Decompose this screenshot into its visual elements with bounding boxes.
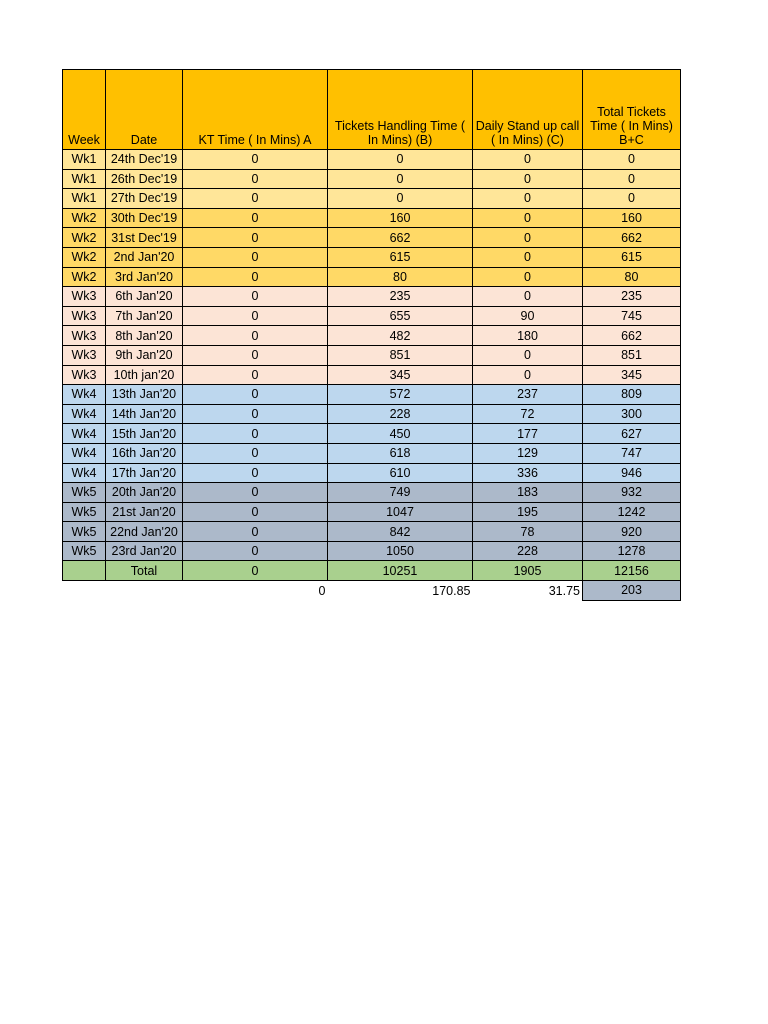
- total-cell[interactable]: 300: [583, 404, 681, 424]
- total-cell[interactable]: 946: [583, 463, 681, 483]
- total-cell[interactable]: 745: [583, 306, 681, 326]
- total-cell[interactable]: 809: [583, 385, 681, 405]
- standup-cell[interactable]: 78: [473, 522, 583, 542]
- total-cell[interactable]: 920: [583, 522, 681, 542]
- table-row: [63, 404, 681, 424]
- date-cell[interactable]: 10th jan'20: [106, 365, 183, 385]
- table-row: [63, 287, 681, 307]
- total-cell[interactable]: 662: [583, 326, 681, 346]
- week-cell[interactable]: Wk1: [63, 189, 106, 209]
- total-cell[interactable]: 932: [583, 483, 681, 503]
- header-total-tickets-time[interactable]: Total Tickets Time ( In Mins) B+C: [583, 70, 681, 150]
- header-kt-time[interactable]: KT Time ( In Mins) A: [183, 70, 328, 150]
- kt-cell[interactable]: 0: [183, 306, 328, 326]
- standup-cell[interactable]: 72: [473, 404, 583, 424]
- table-row: [63, 345, 681, 365]
- tickets-cell[interactable]: 610: [328, 463, 473, 483]
- total-cell[interactable]: 235: [583, 287, 681, 307]
- table-row: [63, 463, 681, 483]
- week-cell[interactable]: Wk4: [63, 385, 106, 405]
- kt-cell[interactable]: 0: [183, 287, 328, 307]
- week-cell[interactable]: Wk5: [63, 483, 106, 503]
- average-standup[interactable]: 31.75: [548, 583, 580, 598]
- kt-cell[interactable]: 0: [183, 541, 328, 561]
- standup-cell[interactable]: 0: [473, 287, 583, 307]
- date-cell[interactable]: 15th Jan'20: [106, 424, 183, 444]
- total-cell[interactable]: 1242: [583, 502, 681, 522]
- standup-cell[interactable]: 0: [473, 228, 583, 248]
- week-cell[interactable]: Wk4: [63, 463, 106, 483]
- table-row: [63, 541, 681, 561]
- standup-cell[interactable]: 0: [473, 365, 583, 385]
- standup-cell[interactable]: 129: [473, 443, 583, 463]
- date-cell[interactable]: 27th Dec'19: [106, 189, 183, 209]
- week-cell[interactable]: Wk2: [63, 267, 106, 287]
- total-cell[interactable]: 0: [583, 169, 681, 189]
- kt-cell[interactable]: 0: [183, 424, 328, 444]
- kt-cell[interactable]: 0: [183, 150, 328, 170]
- total-cell[interactable]: 345: [583, 365, 681, 385]
- tickets-cell[interactable]: 0: [328, 150, 473, 170]
- tickets-cell[interactable]: 450: [328, 424, 473, 444]
- kt-cell[interactable]: 0: [183, 502, 328, 522]
- kt-cell[interactable]: 0: [183, 208, 328, 228]
- header-date[interactable]: Date: [106, 70, 183, 150]
- tickets-cell[interactable]: 842: [328, 522, 473, 542]
- week-cell[interactable]: Wk1: [63, 169, 106, 189]
- totals-week-cell[interactable]: [63, 561, 106, 581]
- week-cell[interactable]: Wk4: [63, 404, 106, 424]
- kt-cell[interactable]: 0: [183, 189, 328, 209]
- totals-total[interactable]: 12156: [583, 561, 681, 581]
- standup-cell[interactable]: 0: [473, 247, 583, 267]
- date-cell[interactable]: 8th Jan'20: [106, 326, 183, 346]
- week-cell[interactable]: Wk3: [63, 345, 106, 365]
- week-cell[interactable]: Wk4: [63, 443, 106, 463]
- tickets-cell[interactable]: 160: [328, 208, 473, 228]
- total-cell[interactable]: 615: [583, 247, 681, 267]
- header-row: [63, 70, 681, 150]
- kt-cell[interactable]: 0: [183, 345, 328, 365]
- total-cell[interactable]: 662: [583, 228, 681, 248]
- date-cell[interactable]: 20th Jan'20: [106, 483, 183, 503]
- kt-cell[interactable]: 0: [183, 404, 328, 424]
- date-cell[interactable]: 21st Jan'20: [106, 502, 183, 522]
- date-cell[interactable]: 3rd Jan'20: [106, 267, 183, 287]
- standup-cell[interactable]: 228: [473, 541, 583, 561]
- date-cell[interactable]: 14th Jan'20: [106, 404, 183, 424]
- standup-cell[interactable]: 195: [473, 502, 583, 522]
- standup-cell[interactable]: 0: [473, 169, 583, 189]
- tickets-cell[interactable]: 618: [328, 443, 473, 463]
- week-cell[interactable]: Wk3: [63, 306, 106, 326]
- total-cell[interactable]: 0: [583, 189, 681, 209]
- standup-cell[interactable]: 0: [473, 208, 583, 228]
- date-cell[interactable]: 22nd Jan'20: [106, 522, 183, 542]
- tickets-cell[interactable]: 482: [328, 326, 473, 346]
- header-daily-standup[interactable]: Daily Stand up call ( In Mins) (C): [473, 70, 583, 150]
- total-cell[interactable]: 0: [583, 150, 681, 170]
- kt-cell[interactable]: 0: [183, 326, 328, 346]
- week-cell[interactable]: Wk1: [63, 150, 106, 170]
- tickets-cell[interactable]: 572: [328, 385, 473, 405]
- table-row: [63, 522, 681, 542]
- tickets-cell[interactable]: 615: [328, 247, 473, 267]
- totals-kt[interactable]: 0: [183, 561, 328, 581]
- date-cell[interactable]: 13th Jan'20: [106, 385, 183, 405]
- total-cell[interactable]: 747: [583, 443, 681, 463]
- week-cell[interactable]: Wk2: [63, 228, 106, 248]
- standup-cell[interactable]: 177: [473, 424, 583, 444]
- date-cell[interactable]: 24th Dec'19: [106, 150, 183, 170]
- date-cell[interactable]: 6th Jan'20: [106, 287, 183, 307]
- table-row: [63, 483, 681, 503]
- table-row: [63, 208, 681, 228]
- table-row: [63, 228, 681, 248]
- total-cell[interactable]: 1278: [583, 541, 681, 561]
- total-cell[interactable]: 627: [583, 424, 681, 444]
- date-cell[interactable]: 16th Jan'20: [106, 443, 183, 463]
- average-tickets[interactable]: 170.85: [432, 583, 471, 598]
- totals-label[interactable]: Total: [106, 561, 183, 581]
- tickets-cell[interactable]: 0: [328, 189, 473, 209]
- week-cell[interactable]: Wk2: [63, 247, 106, 267]
- table-row: [63, 365, 681, 385]
- table-row: [63, 189, 681, 209]
- kt-cell[interactable]: 0: [183, 267, 328, 287]
- header-week[interactable]: Week: [63, 70, 106, 150]
- total-cell[interactable]: 160: [583, 208, 681, 228]
- standup-cell[interactable]: 237: [473, 385, 583, 405]
- tickets-cell[interactable]: 655: [328, 306, 473, 326]
- table-row: [63, 306, 681, 326]
- time-tracking-table: [62, 69, 681, 601]
- tickets-cell[interactable]: 228: [328, 404, 473, 424]
- kt-cell[interactable]: 0: [183, 169, 328, 189]
- kt-cell[interactable]: 0: [183, 443, 328, 463]
- date-cell[interactable]: 30th Dec'19: [106, 208, 183, 228]
- week-cell[interactable]: Wk2: [63, 208, 106, 228]
- tickets-cell[interactable]: 235: [328, 287, 473, 307]
- week-cell[interactable]: Wk3: [63, 287, 106, 307]
- standup-cell[interactable]: 90: [473, 306, 583, 326]
- table-row: [63, 424, 681, 444]
- table-row: [63, 385, 681, 405]
- kt-cell[interactable]: 0: [183, 228, 328, 248]
- kt-cell[interactable]: 0: [183, 365, 328, 385]
- average-total[interactable]: 203: [583, 581, 681, 601]
- standup-cell[interactable]: 0: [473, 345, 583, 365]
- table-row: [63, 169, 681, 189]
- header-tickets-handling-time[interactable]: Tickets Handling Time ( In Mins) (B): [328, 70, 473, 150]
- totals-tickets[interactable]: 10251: [328, 561, 473, 581]
- week-cell[interactable]: Wk5: [63, 541, 106, 561]
- kt-cell[interactable]: 0: [183, 522, 328, 542]
- date-cell[interactable]: 23rd Jan'20: [106, 541, 183, 561]
- week-cell[interactable]: Wk4: [63, 424, 106, 444]
- table-row: [63, 502, 681, 522]
- average-kt[interactable]: 0: [318, 583, 326, 598]
- table-row: [63, 443, 681, 463]
- tickets-cell[interactable]: 662: [328, 228, 473, 248]
- averages-row: [63, 581, 681, 601]
- total-cell[interactable]: 851: [583, 345, 681, 365]
- date-cell[interactable]: 2nd Jan'20: [106, 247, 183, 267]
- date-cell[interactable]: 17th Jan'20: [106, 463, 183, 483]
- date-cell[interactable]: 7th Jan'20: [106, 306, 183, 326]
- tickets-cell[interactable]: 0: [328, 169, 473, 189]
- kt-cell[interactable]: 0: [183, 463, 328, 483]
- tickets-cell[interactable]: 1050: [328, 541, 473, 561]
- table-row: [63, 326, 681, 346]
- date-cell[interactable]: 26th Dec'19: [106, 169, 183, 189]
- tickets-cell[interactable]: 80: [328, 267, 473, 287]
- date-cell[interactable]: 31st Dec'19: [106, 228, 183, 248]
- date-cell[interactable]: 9th Jan'20: [106, 345, 183, 365]
- table-row: [63, 150, 681, 170]
- standup-cell[interactable]: 0: [473, 267, 583, 287]
- kt-cell[interactable]: 0: [183, 247, 328, 267]
- tickets-cell[interactable]: 749: [328, 483, 473, 503]
- spreadsheet: [62, 69, 681, 601]
- week-cell[interactable]: Wk5: [63, 522, 106, 542]
- total-cell[interactable]: 80: [583, 267, 681, 287]
- table-row: [63, 267, 681, 287]
- week-cell[interactable]: Wk3: [63, 365, 106, 385]
- kt-cell[interactable]: 0: [183, 385, 328, 405]
- week-cell[interactable]: Wk3: [63, 326, 106, 346]
- totals-standup[interactable]: 1905: [473, 561, 583, 581]
- standup-cell[interactable]: 180: [473, 326, 583, 346]
- standup-cell[interactable]: 0: [473, 189, 583, 209]
- tickets-cell[interactable]: 345: [328, 365, 473, 385]
- tickets-cell[interactable]: 851: [328, 345, 473, 365]
- standup-cell[interactable]: 336: [473, 463, 583, 483]
- totals-row: [63, 561, 681, 581]
- kt-cell[interactable]: 0: [183, 483, 328, 503]
- standup-cell[interactable]: 0: [473, 150, 583, 170]
- standup-cell[interactable]: 183: [473, 483, 583, 503]
- table-row: [63, 247, 681, 267]
- tickets-cell[interactable]: 1047: [328, 502, 473, 522]
- week-cell[interactable]: Wk5: [63, 502, 106, 522]
